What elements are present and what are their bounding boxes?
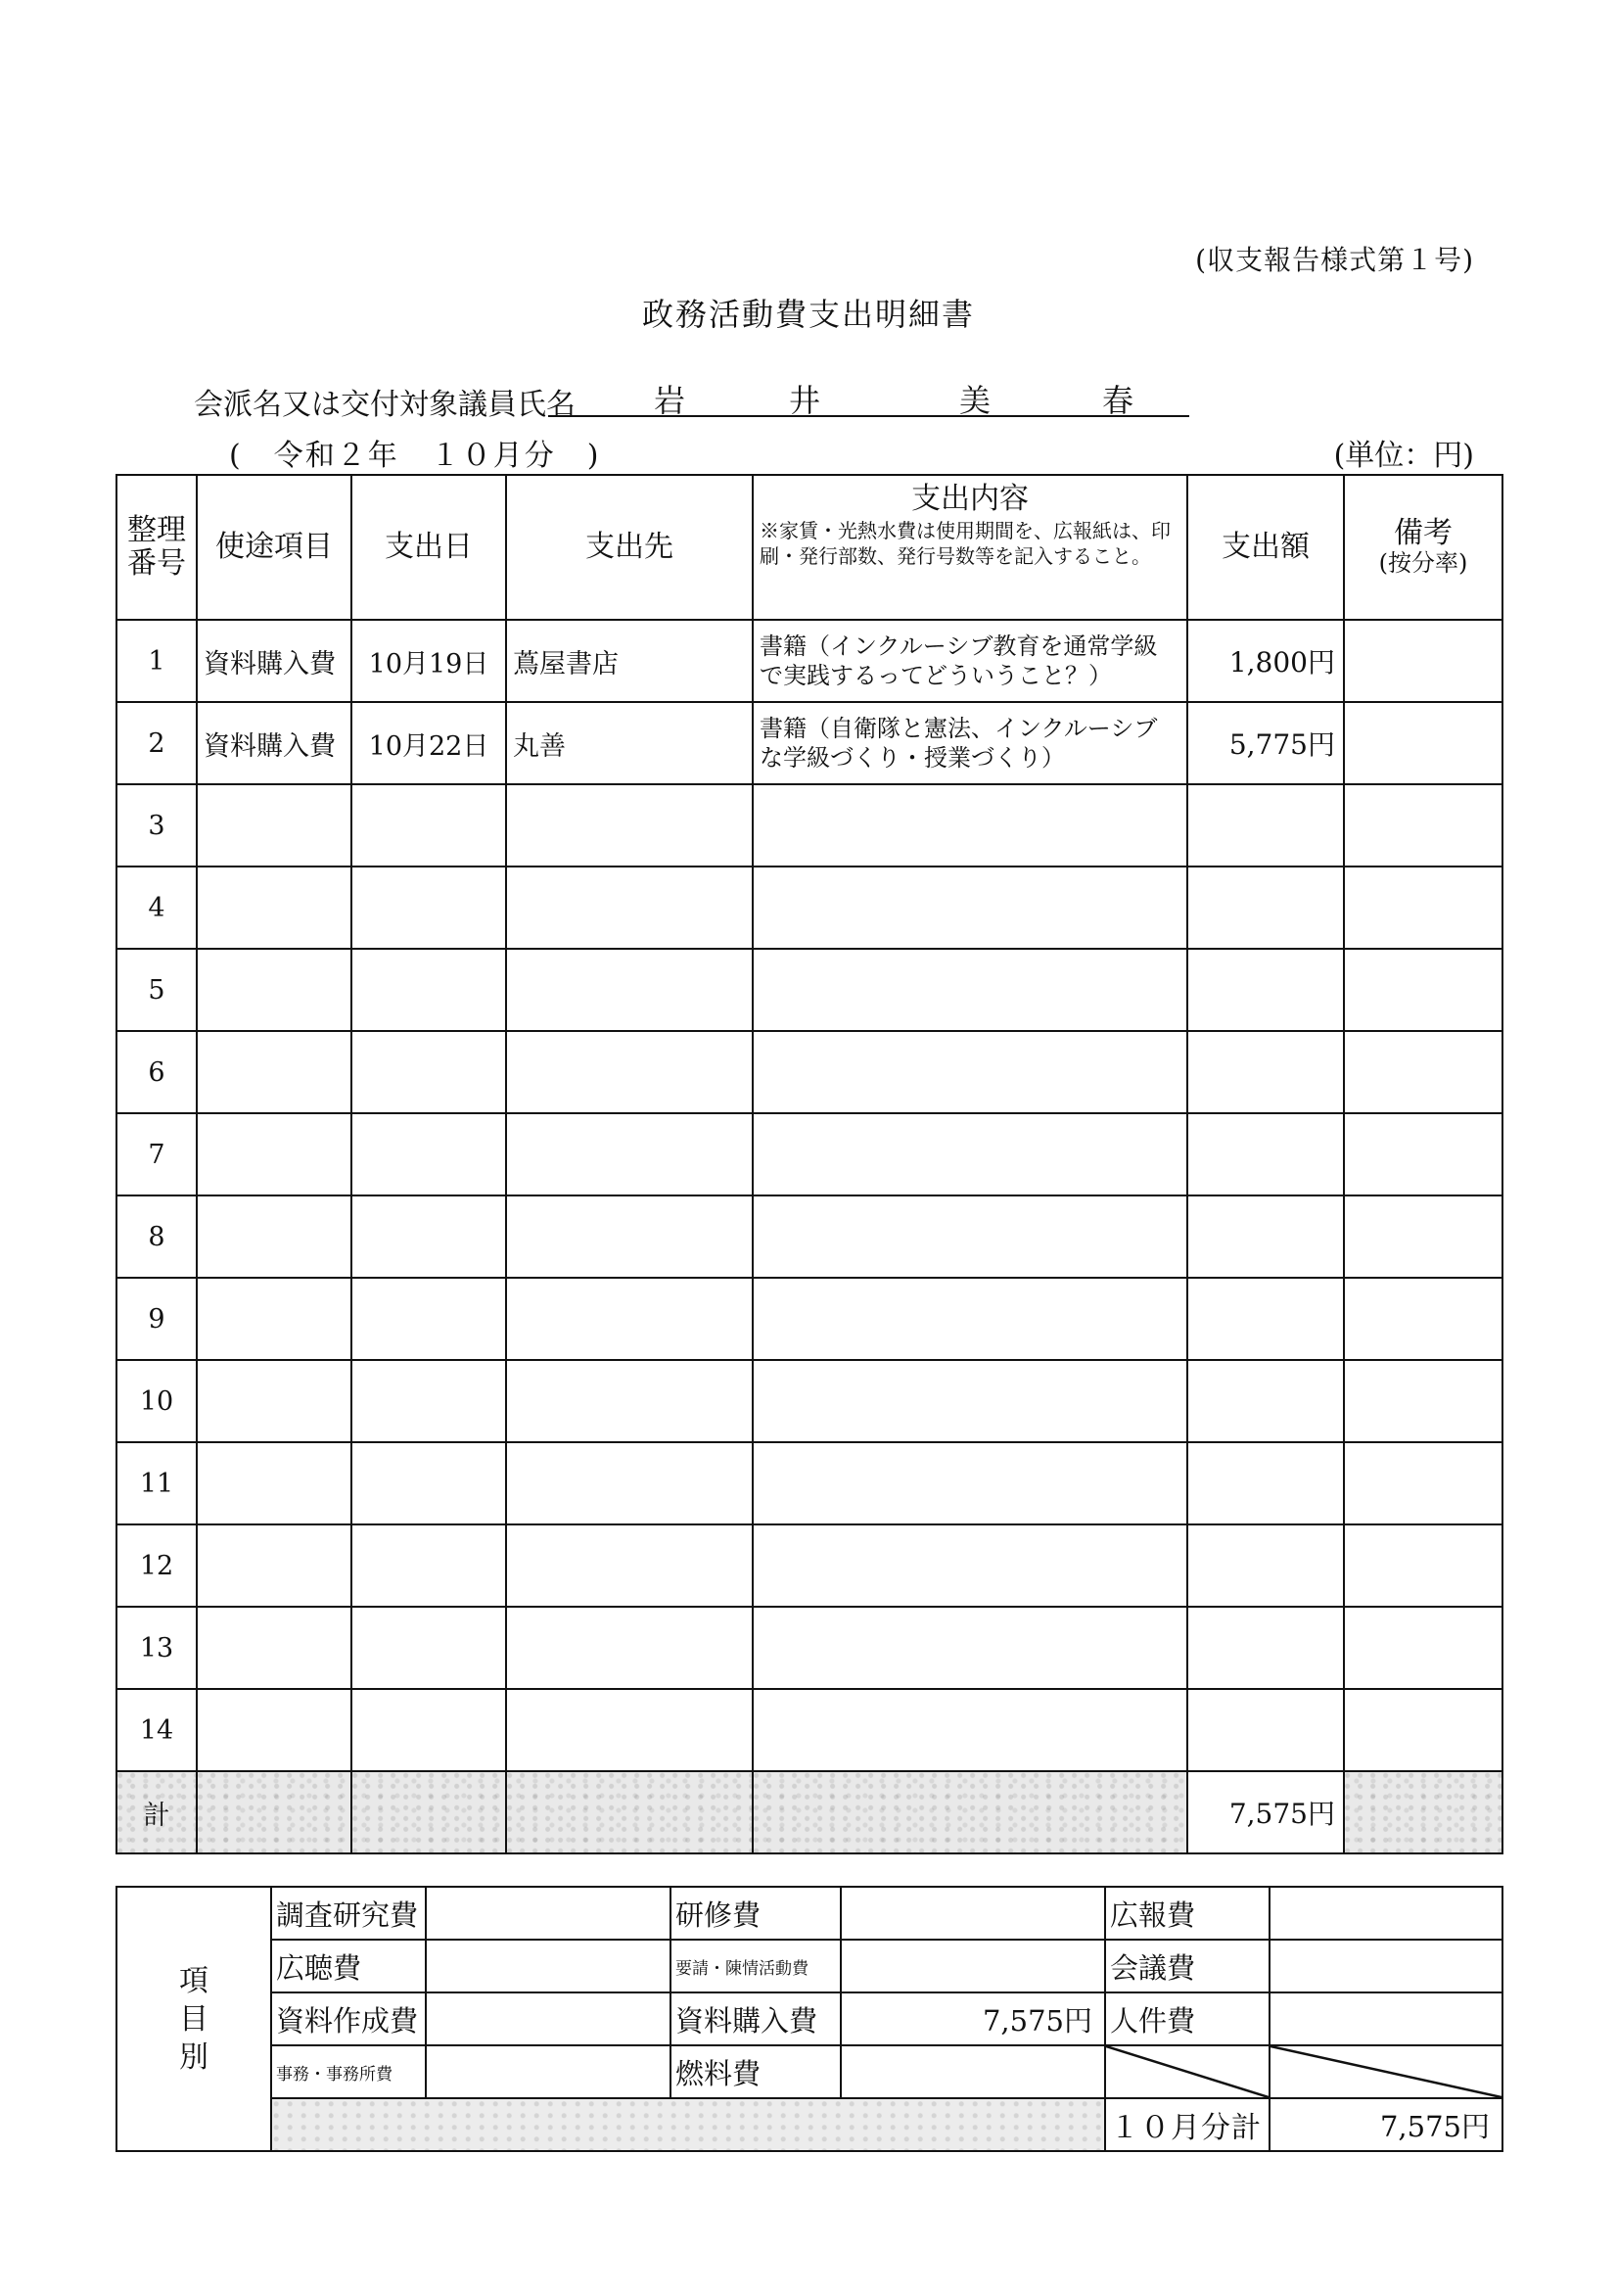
row-content: [753, 867, 1187, 949]
row-date: [351, 1360, 506, 1442]
row-date: [351, 784, 506, 867]
row-content: [753, 1524, 1187, 1607]
table-row: [116, 1360, 1502, 1442]
summary-item-material-creation: 資料作成費: [271, 1992, 426, 2045]
row-purpose: [197, 1360, 351, 1442]
row-content: 書籍（自衛隊と憲法、インクルーシブな学級づくり・授業づくり）: [753, 702, 1187, 784]
row-amount: [1187, 1195, 1344, 1278]
row-purpose: [197, 1031, 351, 1113]
table-row: [116, 1113, 1502, 1195]
row-amount: [1187, 1031, 1344, 1113]
summary-item-research: 調査研究費: [271, 1887, 426, 1940]
row-number: 7: [116, 1113, 197, 1195]
row-amount: [1187, 784, 1344, 867]
table-row: [116, 1195, 1502, 1278]
col-header-purpose: 使途項目: [197, 475, 351, 620]
row-payee: [506, 1524, 753, 1607]
total-amount: 7,575円: [1187, 1771, 1344, 1853]
table-header-row: [116, 475, 1502, 620]
row-content: [753, 949, 1187, 1031]
row-amount: 5,775円: [1187, 702, 1344, 784]
row-remarks: [1344, 1113, 1502, 1195]
col-header-remarks: [1344, 475, 1502, 620]
row-date: 10月22日: [351, 702, 506, 784]
row-content: 書籍（インクルーシブ教育を通常学級で実践するってどういうこと？）: [753, 620, 1187, 702]
row-date: [351, 1278, 506, 1360]
month-total-amount: 7,575円: [1270, 2098, 1502, 2151]
summary-amount-cell: [841, 2045, 1105, 2098]
summary-amount-cell: [1270, 1992, 1502, 2045]
summary-row: [116, 2045, 1502, 2098]
table-row: [116, 1524, 1502, 1607]
summary-item-office: 事務・事務所費: [271, 2045, 426, 2098]
row-amount: [1187, 1360, 1344, 1442]
table-row: [116, 1689, 1502, 1771]
row-payee: [506, 1278, 753, 1360]
row-date: [351, 1031, 506, 1113]
row-number: 11: [116, 1442, 197, 1524]
row-number: 1: [116, 620, 197, 702]
row-payee: 丸善: [506, 702, 753, 784]
summary-material-purchase-amount: 7,575円: [841, 1992, 1105, 2045]
row-date: [351, 1524, 506, 1607]
total-cell-blank: [506, 1771, 753, 1853]
row-date: [351, 1195, 506, 1278]
table-row: [116, 702, 1502, 784]
member-name-char: 美: [959, 382, 992, 419]
table-row: [116, 1607, 1502, 1689]
row-content: [753, 1442, 1187, 1524]
row-number: 5: [116, 949, 197, 1031]
summary-amount-cell: [841, 1887, 1105, 1940]
summary-amount-cell: [1270, 1887, 1502, 1940]
row-remarks: [1344, 1195, 1502, 1278]
table-row: [116, 1031, 1502, 1113]
table-row: [116, 949, 1502, 1031]
row-remarks: [1344, 949, 1502, 1031]
table-row: [116, 1278, 1502, 1360]
summary-item-fuel: 燃料費: [670, 2045, 841, 2098]
col-header-content: [753, 475, 1187, 620]
row-number: 12: [116, 1524, 197, 1607]
row-content: [753, 1031, 1187, 1113]
row-payee: [506, 1113, 753, 1195]
row-date: [351, 1442, 506, 1524]
content-note: ※家賃・光熱水費は使用期間を、広報紙は、印刷・発行部数、発行号数等を記入すること。: [760, 519, 1171, 568]
form-number: (収支報告様式第１号): [1195, 244, 1474, 276]
member-name-char: 春: [1102, 382, 1134, 419]
row-payee: [506, 1195, 753, 1278]
row-purpose: [197, 1689, 351, 1771]
summary-amount-cell: [426, 1887, 670, 1940]
row-number: 3: [116, 784, 197, 867]
row-content: [753, 1360, 1187, 1442]
row-amount: [1187, 1689, 1344, 1771]
month-total-label: １０月分計: [1105, 2098, 1270, 2151]
summary-row: [116, 2098, 1502, 2151]
summary-item-material-purchase: 資料購入費: [670, 1992, 841, 2045]
row-amount: [1187, 1113, 1344, 1195]
summary-amount-cell: [426, 1940, 670, 1992]
row-date: [351, 1689, 506, 1771]
row-amount: [1187, 1524, 1344, 1607]
expense-table: [116, 474, 1503, 1854]
summary-item-publicity: 広報費: [1105, 1887, 1270, 1940]
row-remarks: [1344, 1360, 1502, 1442]
row-purpose: [197, 1607, 351, 1689]
row-date: 10月19日: [351, 620, 506, 702]
summary-shaded-cell: [271, 2098, 1105, 2151]
row-payee: [506, 867, 753, 949]
col-header-date: 支出日: [351, 475, 506, 620]
summary-item-personnel: 人件費: [1105, 1992, 1270, 2045]
row-content: [753, 784, 1187, 867]
row-number: 2: [116, 702, 197, 784]
category-summary-table: [116, 1886, 1503, 2152]
row-payee: [506, 784, 753, 867]
row-remarks: [1344, 784, 1502, 867]
row-amount: [1187, 1278, 1344, 1360]
summary-item-petition: 要請・陳情活動費: [670, 1940, 841, 1992]
row-number: 10: [116, 1360, 197, 1442]
row-purpose: [197, 1195, 351, 1278]
summary-crossed-cell: [1270, 2045, 1502, 2098]
member-name-label: 会派名又は交付対象議員氏名: [194, 388, 576, 422]
expense-rows: [116, 620, 1502, 1771]
row-amount: [1187, 1442, 1344, 1524]
row-purpose: [197, 867, 351, 949]
row-content: [753, 1195, 1187, 1278]
remarks-subtitle: (按分率): [1378, 549, 1468, 578]
col-header-no: 整理番号: [116, 475, 197, 620]
summary-amount-cell: [841, 1940, 1105, 1992]
table-row: [116, 867, 1502, 949]
row-number: 13: [116, 1607, 197, 1689]
remarks-title: 備考: [1394, 515, 1453, 550]
total-label: 計: [116, 1771, 197, 1853]
document-title: 政務活動費支出明細書: [641, 296, 975, 333]
table-row: [116, 784, 1502, 867]
summary-row: [116, 1887, 1502, 1940]
row-content: [753, 1607, 1187, 1689]
summary-item-hearing: 広聴費: [271, 1940, 426, 1992]
row-purpose: [197, 1524, 351, 1607]
summary-item-meeting: 会議費: [1105, 1940, 1270, 1992]
row-payee: [506, 1442, 753, 1524]
row-content: [753, 1113, 1187, 1195]
row-amount: [1187, 949, 1344, 1031]
row-date: [351, 1113, 506, 1195]
total-row: [116, 1771, 1502, 1853]
row-purpose: [197, 784, 351, 867]
row-remarks: [1344, 702, 1502, 784]
row-date: [351, 1607, 506, 1689]
summary-crossed-cell: [1105, 2045, 1270, 2098]
summary-row: [116, 1940, 1502, 1992]
category-label: 項 目 別: [116, 1887, 271, 2151]
member-name-char: 井: [789, 382, 821, 419]
row-purpose: [197, 1278, 351, 1360]
row-purpose: [197, 949, 351, 1031]
summary-amount-cell: [1270, 1940, 1502, 1992]
row-payee: [506, 1360, 753, 1442]
summary-row: [116, 1992, 1502, 2045]
total-cell-blank: [753, 1771, 1187, 1853]
summary-item-training: 研修費: [670, 1887, 841, 1940]
row-number: 14: [116, 1689, 197, 1771]
table-row: [116, 1442, 1502, 1524]
row-remarks: [1344, 1031, 1502, 1113]
report-period: ( 令和２年 １０月分 ): [229, 439, 601, 473]
member-name-char: 岩: [654, 382, 686, 419]
total-cell-blank: [1344, 1771, 1502, 1853]
table-row: [116, 620, 1502, 702]
unit-label: (単位：円): [1333, 439, 1474, 473]
summary-amount-cell: [426, 1992, 670, 2045]
row-payee: [506, 949, 753, 1031]
row-number: 6: [116, 1031, 197, 1113]
row-date: [351, 949, 506, 1031]
content-title: 支出内容: [911, 482, 1029, 516]
row-remarks: [1344, 1689, 1502, 1771]
summary-amount-cell: [426, 2045, 670, 2098]
row-amount: [1187, 867, 1344, 949]
member-name-underline: [548, 415, 1189, 417]
row-payee: [506, 1689, 753, 1771]
row-content: [753, 1278, 1187, 1360]
col-header-payee: 支出先: [506, 475, 753, 620]
row-content: [753, 1689, 1187, 1771]
row-remarks: [1344, 867, 1502, 949]
row-remarks: [1344, 1442, 1502, 1524]
col-header-amount: 支出額: [1187, 475, 1344, 620]
row-amount: [1187, 1607, 1344, 1689]
row-number: 9: [116, 1278, 197, 1360]
row-amount: 1,800円: [1187, 620, 1344, 702]
row-payee: [506, 1607, 753, 1689]
row-remarks: [1344, 1607, 1502, 1689]
row-remarks: [1344, 620, 1502, 702]
row-purpose: 資料購入費: [197, 620, 351, 702]
row-purpose: 資料購入費: [197, 702, 351, 784]
row-remarks: [1344, 1278, 1502, 1360]
row-number: 8: [116, 1195, 197, 1278]
row-date: [351, 867, 506, 949]
row-purpose: [197, 1442, 351, 1524]
total-cell-blank: [351, 1771, 506, 1853]
row-payee: 蔦屋書店: [506, 620, 753, 702]
row-payee: [506, 1031, 753, 1113]
row-remarks: [1344, 1524, 1502, 1607]
total-cell-blank: [197, 1771, 351, 1853]
row-purpose: [197, 1113, 351, 1195]
row-number: 4: [116, 867, 197, 949]
